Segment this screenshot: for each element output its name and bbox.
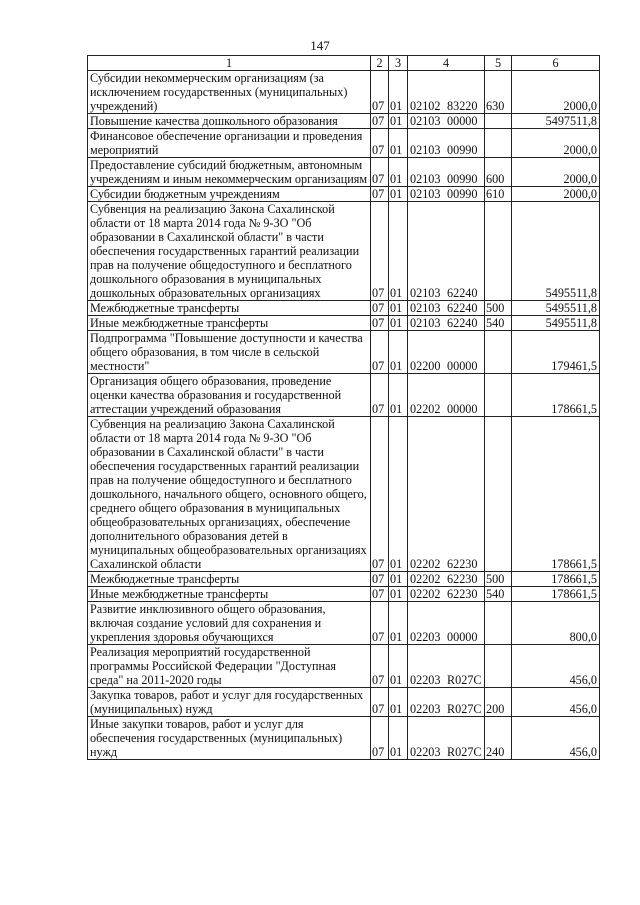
row-name-cell: Субвенция на реализацию Закона Сахалинской области от 18 марта 2014 года № 9-ЗО "Об образовании в Сахалинской области" в части обеспечения государственных гарантий реализации прав на получение общедоступного и бесплатного дошкольного образования в муниципальных дошкольных образовательных организациях [88,202,371,301]
amount-cell: 178661,5 [512,587,600,602]
table-row [88,129,600,158]
subsection-code-cell: 01 [389,202,408,301]
table-body [88,71,600,760]
subsection-code-cell: 01 [389,645,408,688]
expense-type-cell [485,202,512,301]
row-name-cell: Закупка товаров, работ и услуг для государственных (муниципальных) нужд [88,688,371,717]
subsection-code-cell: 01 [389,417,408,572]
subsection-code-cell: 01 [389,187,408,202]
row-name-cell: Иные межбюджетные трансферты [88,316,371,331]
section-code-cell: 07 [371,301,389,316]
direction-code: 62230 [447,587,478,601]
table-row [88,602,600,645]
row-name-cell: Организация общего образования, проведение оценки качества образования и государственной аттестации учреждений образования [88,374,371,417]
target-article-cell [408,316,485,331]
header-cell: 4 [408,56,485,71]
section-code-cell: 07 [371,717,389,760]
direction-code: 00000 [447,630,478,644]
section-code-cell: 07 [371,202,389,301]
expense-type-cell [485,374,512,417]
row-name-cell: Субвенция на реализацию Закона Сахалинской области от 18 марта 2014 года № 9-ЗО "Об образовании в Сахалинской области" в части обеспечения государственных гарантий реализации прав на получение общедоступного и бесплатного дошкольного, начального общего, основного общего, среднего общего образования в муниципальных общеобразовательных организациях, обеспечение дополнительного образования детей в муниципальных общеобразовательных организациях Сахалинской области [88,417,371,572]
direction-code: 00990 [447,143,478,157]
target-article-cell [408,202,485,301]
direction-code: 62240 [447,286,478,300]
direction-code: R027C [447,745,482,759]
direction-code: 00000 [447,402,478,416]
amount-cell: 2000,0 [512,71,600,114]
section-code-cell: 07 [371,587,389,602]
expense-type-cell: 200 [485,688,512,717]
amount-cell: 5495511,8 [512,301,600,316]
direction-code: R027C [447,702,482,716]
subsection-code-cell: 01 [389,331,408,374]
program-code: 02202 [410,557,441,571]
row-name-cell: Реализация мероприятий государственной программы Российской Федерации "Доступная среда" на 2011-2020 годы [88,645,371,688]
program-code: 02103 [410,143,441,157]
direction-code: 62240 [447,316,478,330]
program-code: 02202 [410,402,441,416]
amount-cell: 5497511,8 [512,114,600,129]
subsection-code-cell: 01 [389,301,408,316]
row-name-cell: Повышение качества дошкольного образования [88,114,371,129]
amount-cell: 5495511,8 [512,202,600,301]
subsection-code-cell: 01 [389,316,408,331]
expense-type-cell: 500 [485,572,512,587]
target-article-cell [408,688,485,717]
row-name-cell: Субсидии бюджетным учреждениям [88,187,371,202]
row-name-cell: Межбюджетные трансферты [88,301,371,316]
header-cell: 5 [485,56,512,71]
subsection-code-cell: 01 [389,71,408,114]
amount-cell: 456,0 [512,688,600,717]
target-article-cell [408,572,485,587]
table-row [88,316,600,331]
table-header-row [88,56,600,71]
section-code-cell: 07 [371,572,389,587]
amount-cell: 178661,5 [512,572,600,587]
program-code: 02103 [410,286,441,300]
table-row [88,417,600,572]
target-article-cell [408,417,485,572]
target-article-cell [408,331,485,374]
expense-type-cell: 600 [485,158,512,187]
expense-type-cell [485,114,512,129]
budget-table [87,55,600,760]
amount-cell: 456,0 [512,717,600,760]
expense-type-cell [485,417,512,572]
table-row [88,202,600,301]
expense-type-cell [485,645,512,688]
program-code: 02202 [410,587,441,601]
section-code-cell: 07 [371,374,389,417]
amount-cell: 2000,0 [512,129,600,158]
row-name-cell: Межбюджетные трансферты [88,572,371,587]
table-row [88,374,600,417]
program-code: 02102 [410,99,441,113]
target-article-cell [408,717,485,760]
amount-cell: 2000,0 [512,187,600,202]
subsection-code-cell: 01 [389,374,408,417]
direction-code: 62230 [447,572,478,586]
section-code-cell: 07 [371,417,389,572]
section-code-cell: 07 [371,602,389,645]
amount-cell: 178661,5 [512,417,600,572]
direction-code: 00000 [447,359,478,373]
section-code-cell: 07 [371,158,389,187]
table-row [88,331,600,374]
section-code-cell: 07 [371,114,389,129]
table-row [88,71,600,114]
program-code: 02103 [410,172,441,186]
amount-cell: 5495511,8 [512,316,600,331]
section-code-cell: 07 [371,645,389,688]
section-code-cell: 07 [371,71,389,114]
amount-cell: 178661,5 [512,374,600,417]
table-row [88,717,600,760]
target-article-cell [408,158,485,187]
direction-code: 62240 [447,301,478,315]
program-code: 02103 [410,316,441,330]
row-name-cell: Финансовое обеспечение организации и проведения мероприятий [88,129,371,158]
program-code: 02203 [410,745,441,759]
amount-cell: 456,0 [512,645,600,688]
expense-type-cell: 630 [485,71,512,114]
direction-code: 00990 [447,187,478,201]
target-article-cell [408,645,485,688]
direction-code: 00000 [447,114,478,128]
row-name-cell: Предоставление субсидий бюджетным, автономным учреждениям и иным некоммерческим организациям [88,158,371,187]
subsection-code-cell: 01 [389,572,408,587]
row-name-cell: Иные закупки товаров, работ и услуг для обеспечения государственных (муниципальных) нужд [88,717,371,760]
target-article-cell [408,187,485,202]
program-code: 02203 [410,702,441,716]
expense-type-cell: 500 [485,301,512,316]
program-code: 02103 [410,301,441,315]
target-article-cell [408,71,485,114]
program-code: 02203 [410,673,441,687]
program-code: 02202 [410,572,441,586]
subsection-code-cell: 01 [389,114,408,129]
table-row [88,572,600,587]
table-row [88,688,600,717]
program-code: 02103 [410,187,441,201]
direction-code: 62230 [447,557,478,571]
subsection-code-cell: 01 [389,129,408,158]
section-code-cell: 07 [371,187,389,202]
expense-type-cell: 240 [485,717,512,760]
header-cell: 2 [371,56,389,71]
expense-type-cell: 540 [485,587,512,602]
section-code-cell: 07 [371,129,389,158]
direction-code: 00990 [447,172,478,186]
direction-code: R027C [447,673,482,687]
subsection-code-cell: 01 [389,587,408,602]
direction-code: 83220 [447,99,478,113]
expense-type-cell [485,331,512,374]
section-code-cell: 07 [371,331,389,374]
program-code: 02203 [410,630,441,644]
target-article-cell [408,114,485,129]
subsection-code-cell: 01 [389,717,408,760]
subsection-code-cell: 01 [389,688,408,717]
table-row [88,158,600,187]
subsection-code-cell: 01 [389,158,408,187]
target-article-cell [408,129,485,158]
table-row [88,301,600,316]
row-name-cell: Субсидии некоммерческим организациям (за исключением государственных (муниципальных) учреждений) [88,71,371,114]
table-row [88,587,600,602]
section-code-cell: 07 [371,688,389,717]
expense-type-cell: 610 [485,187,512,202]
amount-cell: 2000,0 [512,158,600,187]
program-code: 02200 [410,359,441,373]
row-name-cell: Иные межбюджетные трансферты [88,587,371,602]
section-code-cell: 07 [371,316,389,331]
amount-cell: 800,0 [512,602,600,645]
expense-type-cell [485,129,512,158]
program-code: 02103 [410,114,441,128]
header-cell: 6 [512,56,600,71]
page-number: 147 [310,38,330,53]
table-row [88,114,600,129]
table-row [88,187,600,202]
subsection-code-cell: 01 [389,602,408,645]
target-article-cell [408,301,485,316]
header-cell: 3 [389,56,408,71]
amount-cell: 179461,5 [512,331,600,374]
row-name-cell: Развитие инклюзивного общего образования, включая создание условий для сохранения и укрепления здоровья обучающихся [88,602,371,645]
expense-type-cell [485,602,512,645]
row-name-cell: Подпрограмма "Повышение доступности и качества общего образования, в том числе в сельской местности" [88,331,371,374]
header-cell: 1 [88,56,371,71]
target-article-cell [408,602,485,645]
target-article-cell [408,587,485,602]
expense-type-cell: 540 [485,316,512,331]
table-row [88,645,600,688]
target-article-cell [408,374,485,417]
